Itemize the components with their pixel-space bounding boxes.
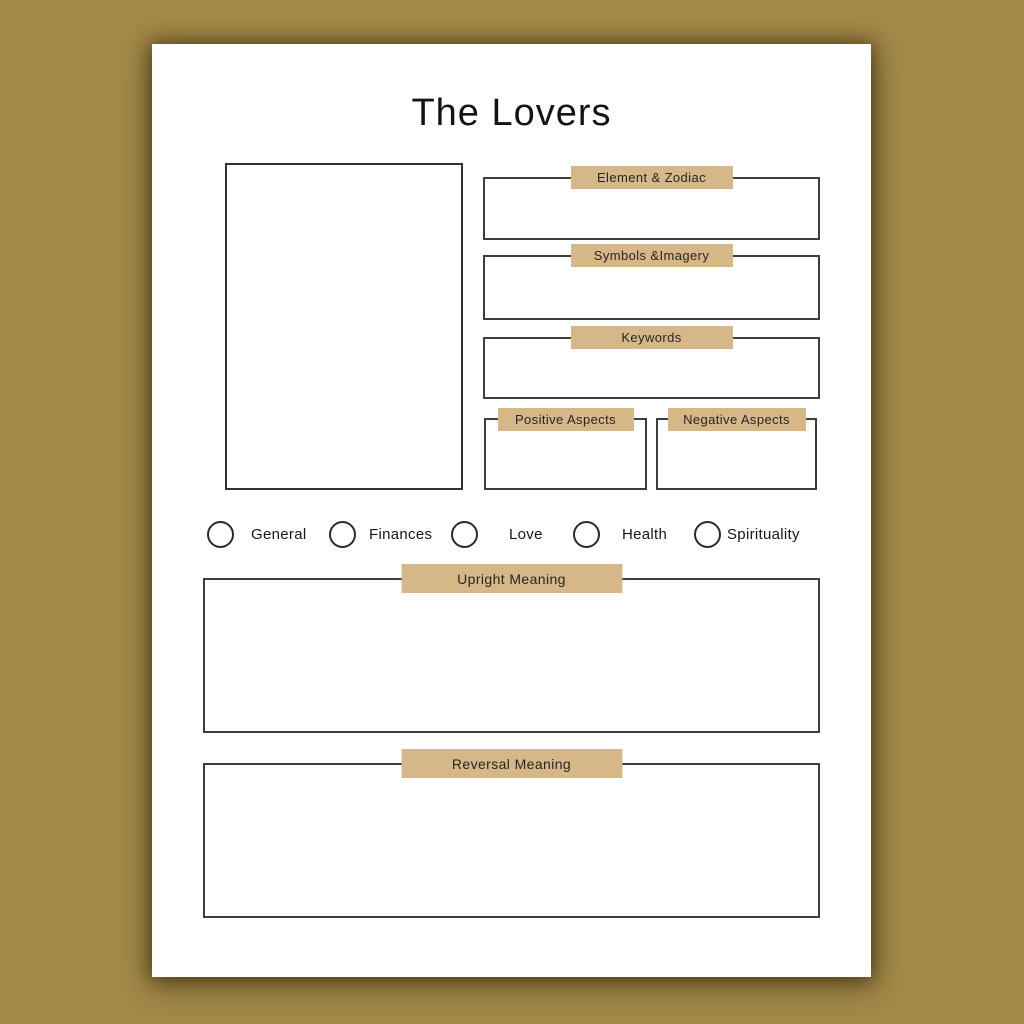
category-label-health: Health (622, 526, 668, 543)
reversal-meaning-box[interactable] (203, 763, 820, 918)
section-label-upright-meaning: Upright Meaning (401, 564, 622, 593)
category-spirituality (694, 521, 800, 548)
radio-circle-spirituality[interactable] (694, 521, 721, 548)
section-symbols-imagery (483, 248, 820, 320)
section-label-element-zodiac: Element & Zodiac (571, 166, 733, 189)
category-label-spirituality: Spirituality (727, 526, 800, 543)
card-image-box[interactable] (225, 163, 463, 490)
section-upright-meaning (203, 570, 820, 733)
category-label-general: General (251, 526, 307, 543)
section-label-reversal-meaning: Reversal Meaning (401, 749, 622, 778)
category-label-love: Love (509, 526, 543, 543)
category-finances (329, 521, 432, 548)
section-label-negative-aspects: Negative Aspects (668, 408, 806, 431)
section-label-symbols-imagery: Symbols &Imagery (571, 244, 733, 267)
section-label-positive-aspects: Positive Aspects (498, 408, 634, 431)
category-label-finances: Finances (369, 526, 433, 543)
category-health (573, 521, 667, 548)
page-title: The Lovers (411, 92, 612, 134)
section-reversal-meaning (203, 755, 820, 918)
worksheet-page (152, 44, 871, 977)
section-positive-aspects (484, 412, 647, 490)
radio-circle-finances[interactable] (329, 521, 356, 548)
category-love (451, 521, 543, 548)
category-general (207, 521, 306, 548)
upright-meaning-box[interactable] (203, 578, 820, 733)
section-negative-aspects (656, 412, 817, 490)
section-element-zodiac (483, 170, 820, 240)
section-label-keywords: Keywords (571, 326, 733, 349)
section-keywords (483, 330, 820, 399)
radio-circle-love[interactable] (451, 521, 478, 548)
radio-circle-general[interactable] (207, 521, 234, 548)
radio-circle-health[interactable] (573, 521, 600, 548)
